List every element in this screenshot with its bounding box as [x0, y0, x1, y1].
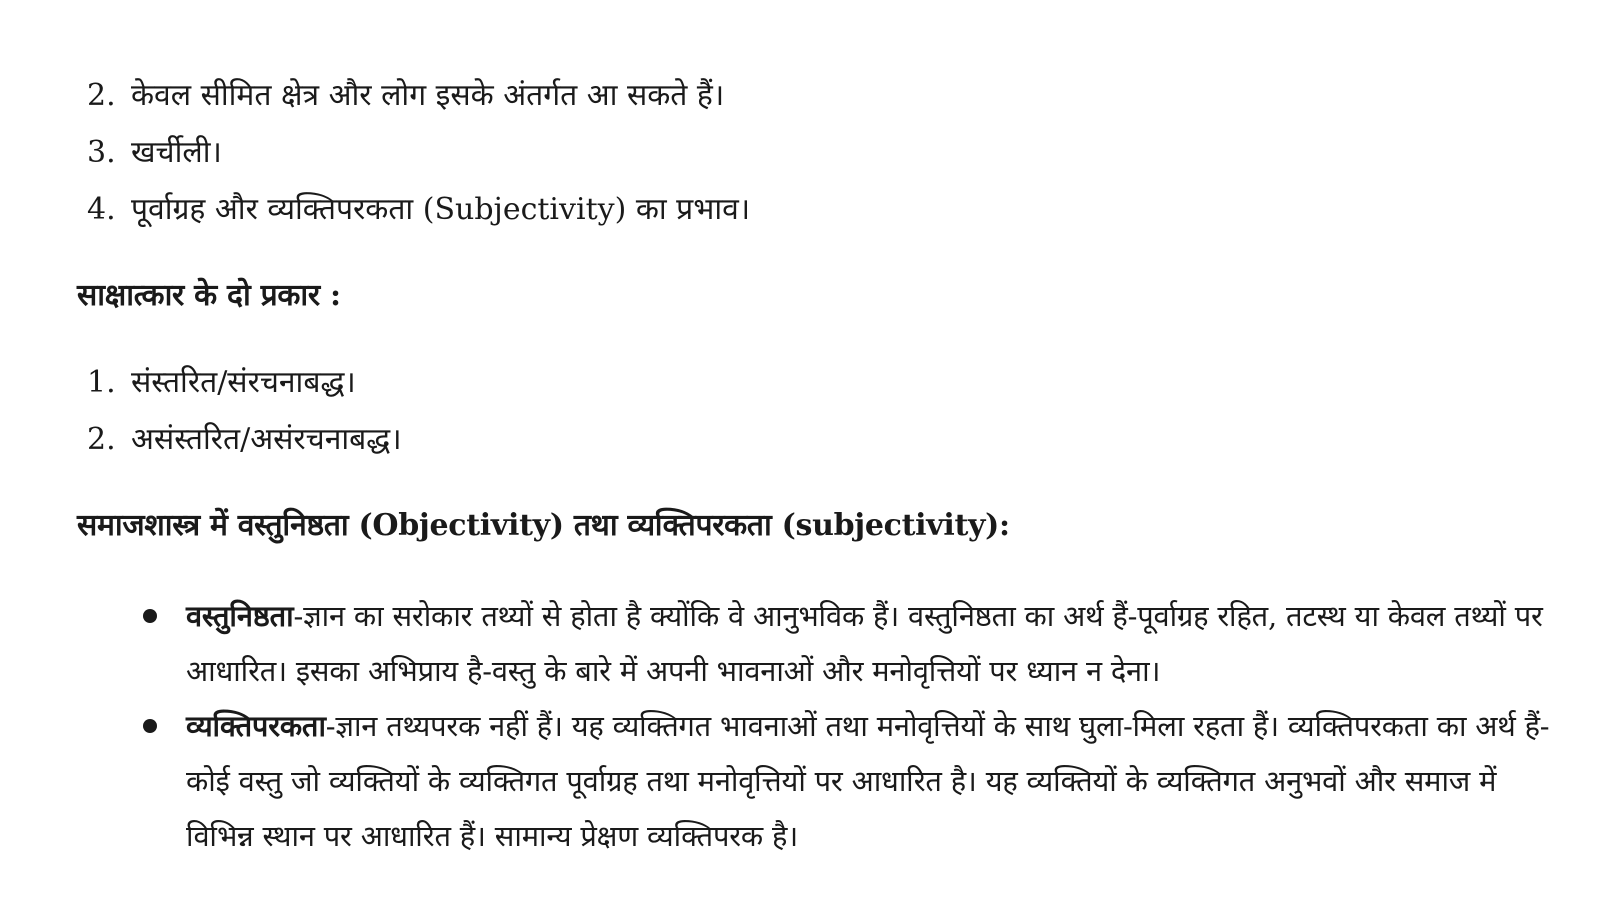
list-item-number: 1.: [87, 365, 116, 400]
interview-types-heading: साक्षात्कार के दो प्रकार :: [77, 278, 341, 313]
list-item-number: 4.: [87, 192, 116, 227]
bullet-icon: [143, 609, 157, 623]
list-item-number: 3.: [87, 135, 116, 170]
list-item: [87, 354, 402, 411]
bullet-icon: [143, 719, 157, 733]
list-item-text: संस्तरित/संरचनाबद्ध।: [131, 365, 356, 400]
list-item-text: पूर्वाग्रह और व्यक्तिपरकता (Subjectivity) का प्रभाव।: [131, 192, 751, 227]
list-item-text: असंस्तरित/असंरचनाबद्ध।: [131, 422, 402, 457]
list-item: [87, 67, 750, 124]
limitations-list: [87, 67, 750, 238]
interview-types-list: [87, 354, 402, 468]
list-item-number: 2.: [87, 422, 116, 457]
bullet-text: -ज्ञान का सरोकार तथ्यों से होता है क्योंकि वे आनुभविक हैं। वस्तुनिष्ठता का अर्थ हैं-पूर्वाग्रह रहित, तटस्थ या केवल तथ्यों पर आधारित। इसका अभिप्राय है-वस्तु के बारे में अपनी भावनाओं और मनोवृत्तियों पर ध्यान न देना।: [186, 599, 1543, 688]
objectivity-heading: समाजशास्त्र में वस्तुनिष्ठता (Objectivity) तथा व्यक्तिपरकता (subjectivity):: [77, 508, 1010, 543]
bullet-item-subjectivity: [140, 699, 1550, 864]
list-item: [87, 181, 750, 238]
bullet-term: व्यक्तिपरकता: [186, 709, 326, 743]
list-item: [87, 411, 402, 468]
list-item: [87, 124, 750, 181]
bullet-text: -ज्ञान तथ्यपरक नहीं हैं। यह व्यक्तिगत भावनाओं तथा मनोवृत्तियों के साथ घुला-मिला रहता हैं। व्यक्तिपरकता का अर्थ हैं-कोई वस्तु जो व्यक्तियों के व्यक्तिगत पूर्वाग्रह तथा मनोवृत्तियों पर आधारित है। यह व्यक्तियों के व्यक्तिगत अनुभवों और समाज में विभिन्न स्थान पर आधारित हैं। सामान्य प्रेक्षण व्यक्तिपरक है।: [186, 709, 1550, 853]
list-item-text: खर्चीली।: [131, 135, 222, 170]
objectivity-bullet-list: [140, 589, 1550, 864]
list-item-text: केवल सीमित क्षेत्र और लोग इसके अंतर्गत आ सकते हैं।: [131, 78, 725, 113]
bullet-item-objectivity: [140, 589, 1550, 699]
list-item-number: 2.: [87, 78, 116, 113]
bullet-term: वस्तुनिष्ठता: [186, 599, 294, 633]
